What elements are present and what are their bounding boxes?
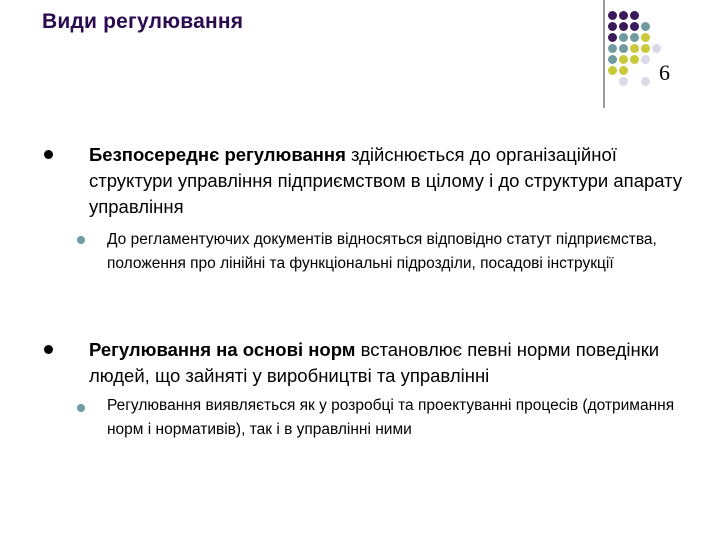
bullet-dot [44,150,53,159]
decor-dot [641,44,650,53]
decor-dot [619,11,628,20]
decor-dot [641,55,650,64]
bullet-item [89,337,689,389]
sub-bullet-item: До регламентуючих документів відносяться відповідно статут підприємства, положення про лінійні та функціональні підрозділи, посадові інструкції [107,231,657,272]
decor-dot [630,33,639,42]
decor-dot [619,66,628,75]
bullet-lead-text: Регулювання на основі норм [89,339,356,360]
slide-title: Види регулювання [42,10,244,33]
decor-dot [608,44,617,53]
decor-dot [608,11,617,20]
decor-dot [608,22,617,31]
decor-dot [641,22,650,31]
sub-bullet-dot [77,236,85,244]
decor-dot [630,22,639,31]
sub-bullet-dot [77,404,85,412]
decor-dot [608,55,617,64]
bullet-text: здійснюється до організаційної структури управління підприємством в цілому і до структури апарату управління [89,144,683,217]
decor-dot [641,77,650,86]
decor-dot [619,77,628,86]
page-number: 6 [659,60,670,85]
decor-dot [619,33,628,42]
decor-dot [630,55,639,64]
decor-dot [630,44,639,53]
decor-dot [608,66,617,75]
decor-dot [641,33,650,42]
decor-dot [630,11,639,20]
decor-dot [619,22,628,31]
sub-bullet-item: Регулювання виявляється як у розробці та проектуванні процесів (дотримання норм і нормативів), так і в управлінні ними [107,397,675,438]
bullet-dot [44,345,53,354]
bullet-text: встановлює певні норми поведінки людей, що зайняті у виробництві та управлінні [89,339,660,386]
bullet-lead-text: Безпосереднє регулювання [89,144,346,165]
decor-dot [619,55,628,64]
decor-dot [608,33,617,42]
decor-dot [652,44,661,53]
decor-dot [619,44,628,53]
bullet-item [89,142,689,220]
